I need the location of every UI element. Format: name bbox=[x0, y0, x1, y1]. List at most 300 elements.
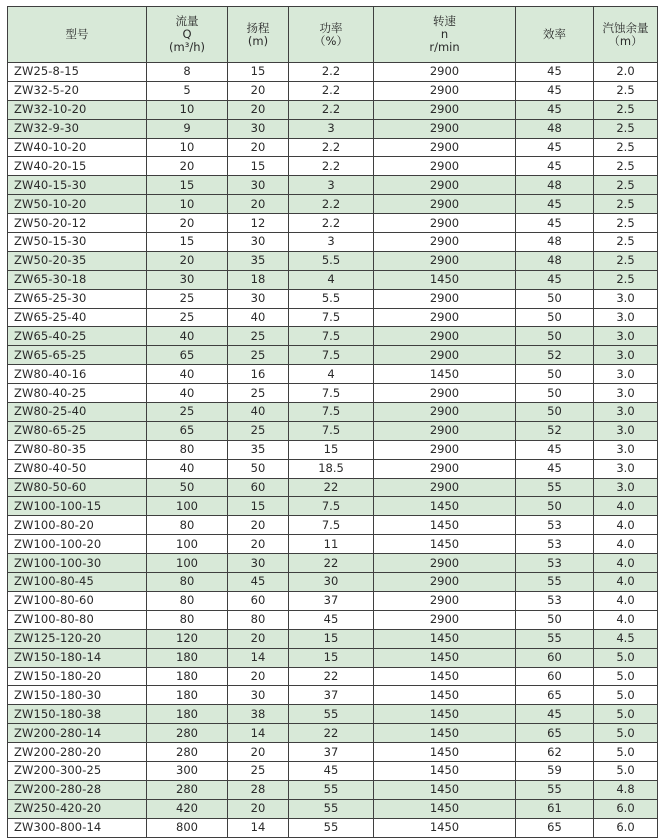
table-row bbox=[8, 705, 658, 724]
cell-npsh: 3.0 bbox=[594, 327, 658, 346]
cell-model: ZW80-25-40 bbox=[8, 403, 147, 422]
cell-npsh: 2.0 bbox=[594, 63, 658, 82]
cell-npsh: 3.0 bbox=[594, 308, 658, 327]
cell-speed: 2900 bbox=[374, 554, 516, 573]
cell-flow: 180 bbox=[147, 648, 228, 667]
cell-power: 7.5 bbox=[289, 308, 374, 327]
cell-efficiency: 60 bbox=[516, 648, 594, 667]
header-flow-line1: 流量 bbox=[175, 14, 199, 28]
header-flow-line2: Q bbox=[182, 27, 192, 41]
cell-npsh: 2.5 bbox=[594, 81, 658, 100]
cell-speed: 2900 bbox=[374, 346, 516, 365]
cell-efficiency: 55 bbox=[516, 573, 594, 592]
header-npsh-line1: 汽蚀余量 bbox=[602, 20, 649, 35]
cell-power: 37 bbox=[289, 591, 374, 610]
cell-speed: 1450 bbox=[374, 535, 516, 554]
cell-power: 18.5 bbox=[289, 459, 374, 478]
cell-npsh: 4.0 bbox=[594, 591, 658, 610]
cell-flow: 80 bbox=[147, 610, 228, 629]
cell-flow: 180 bbox=[147, 686, 228, 705]
cell-speed: 1450 bbox=[374, 743, 516, 762]
cell-efficiency: 45 bbox=[516, 459, 594, 478]
cell-npsh: 5.0 bbox=[594, 743, 658, 762]
cell-flow: 40 bbox=[147, 327, 228, 346]
cell-flow: 280 bbox=[147, 724, 228, 743]
cell-flow: 10 bbox=[147, 195, 228, 214]
cell-power: 55 bbox=[289, 780, 374, 799]
cell-speed: 1450 bbox=[374, 705, 516, 724]
cell-flow: 8 bbox=[147, 63, 228, 82]
cell-efficiency: 65 bbox=[516, 686, 594, 705]
header-speed bbox=[374, 7, 516, 63]
cell-efficiency: 45 bbox=[516, 705, 594, 724]
cell-speed: 1450 bbox=[374, 799, 516, 818]
cell-power: 22 bbox=[289, 667, 374, 686]
cell-model: ZW80-80-35 bbox=[8, 440, 147, 459]
cell-speed: 1450 bbox=[374, 365, 516, 384]
cell-efficiency: 55 bbox=[516, 629, 594, 648]
cell-efficiency: 45 bbox=[516, 157, 594, 176]
cell-model: ZW32-9-30 bbox=[8, 119, 147, 138]
cell-model: ZW200-300-25 bbox=[8, 761, 147, 780]
cell-model: ZW50-15-30 bbox=[8, 233, 147, 252]
cell-npsh: 4.8 bbox=[594, 780, 658, 799]
cell-npsh: 5.0 bbox=[594, 667, 658, 686]
cell-flow: 300 bbox=[147, 761, 228, 780]
cell-power: 2.2 bbox=[289, 63, 374, 82]
cell-model: ZW100-80-60 bbox=[8, 591, 147, 610]
header-npsh bbox=[594, 7, 658, 63]
cell-npsh: 4.0 bbox=[594, 516, 658, 535]
cell-power: 11 bbox=[289, 535, 374, 554]
cell-head: 40 bbox=[228, 308, 289, 327]
table-row bbox=[8, 384, 658, 403]
cell-head: 50 bbox=[228, 459, 289, 478]
header-model bbox=[8, 7, 147, 63]
cell-flow: 180 bbox=[147, 705, 228, 724]
cell-flow: 20 bbox=[147, 157, 228, 176]
pump-spec-table bbox=[7, 6, 658, 838]
table-row bbox=[8, 724, 658, 743]
table-row bbox=[8, 195, 658, 214]
header-power-line1: 功率 bbox=[319, 20, 343, 35]
cell-npsh: 3.0 bbox=[594, 421, 658, 440]
cell-model: ZW40-10-20 bbox=[8, 138, 147, 157]
cell-speed: 1450 bbox=[374, 270, 516, 289]
table-row bbox=[8, 365, 658, 384]
cell-head: 20 bbox=[228, 138, 289, 157]
cell-power: 22 bbox=[289, 554, 374, 573]
table-row bbox=[8, 743, 658, 762]
table-row bbox=[8, 818, 658, 837]
cell-head: 20 bbox=[228, 535, 289, 554]
cell-efficiency: 50 bbox=[516, 327, 594, 346]
cell-speed: 2900 bbox=[374, 384, 516, 403]
table-row bbox=[8, 573, 658, 592]
cell-speed: 2900 bbox=[374, 573, 516, 592]
cell-model: ZW250-420-20 bbox=[8, 799, 147, 818]
cell-flow: 800 bbox=[147, 818, 228, 837]
cell-head: 14 bbox=[228, 648, 289, 667]
cell-model: ZW200-280-20 bbox=[8, 743, 147, 762]
cell-model: ZW150-180-20 bbox=[8, 667, 147, 686]
cell-flow: 25 bbox=[147, 403, 228, 422]
header-speed-line3: r/min bbox=[429, 40, 460, 54]
table-row bbox=[8, 497, 658, 516]
cell-head: 35 bbox=[228, 251, 289, 270]
cell-power: 55 bbox=[289, 799, 374, 818]
cell-head: 80 bbox=[228, 610, 289, 629]
table-row bbox=[8, 459, 658, 478]
table-row bbox=[8, 610, 658, 629]
cell-flow: 10 bbox=[147, 138, 228, 157]
table-row bbox=[8, 648, 658, 667]
table-row bbox=[8, 346, 658, 365]
cell-npsh: 2.5 bbox=[594, 176, 658, 195]
cell-speed: 2900 bbox=[374, 100, 516, 119]
cell-npsh: 4.5 bbox=[594, 629, 658, 648]
cell-efficiency: 61 bbox=[516, 799, 594, 818]
cell-model: ZW65-25-30 bbox=[8, 289, 147, 308]
cell-flow: 25 bbox=[147, 308, 228, 327]
cell-head: 20 bbox=[228, 799, 289, 818]
cell-head: 60 bbox=[228, 478, 289, 497]
cell-efficiency: 45 bbox=[516, 63, 594, 82]
table-row bbox=[8, 799, 658, 818]
cell-power: 7.5 bbox=[289, 346, 374, 365]
cell-efficiency: 55 bbox=[516, 478, 594, 497]
header-speed-line2: n bbox=[440, 27, 449, 41]
cell-model: ZW300-800-14 bbox=[8, 818, 147, 837]
cell-efficiency: 50 bbox=[516, 308, 594, 327]
cell-efficiency: 50 bbox=[516, 289, 594, 308]
cell-speed: 2900 bbox=[374, 138, 516, 157]
cell-power: 7.5 bbox=[289, 384, 374, 403]
cell-efficiency: 52 bbox=[516, 421, 594, 440]
header-head-line1: 扬程 bbox=[246, 20, 270, 35]
cell-head: 20 bbox=[228, 743, 289, 762]
cell-model: ZW50-10-20 bbox=[8, 195, 147, 214]
cell-head: 25 bbox=[228, 384, 289, 403]
cell-flow: 280 bbox=[147, 780, 228, 799]
cell-npsh: 4.0 bbox=[594, 535, 658, 554]
cell-efficiency: 53 bbox=[516, 591, 594, 610]
cell-flow: 40 bbox=[147, 365, 228, 384]
table-body bbox=[8, 63, 658, 838]
cell-efficiency: 55 bbox=[516, 780, 594, 799]
header-efficiency-line1: 效率 bbox=[543, 27, 566, 41]
table-row bbox=[8, 327, 658, 346]
header-efficiency bbox=[516, 7, 594, 63]
table-header bbox=[8, 7, 658, 63]
cell-model: ZW50-20-12 bbox=[8, 214, 147, 233]
cell-flow: 25 bbox=[147, 289, 228, 308]
cell-head: 38 bbox=[228, 705, 289, 724]
cell-flow: 20 bbox=[147, 214, 228, 233]
cell-flow: 100 bbox=[147, 554, 228, 573]
cell-power: 2.2 bbox=[289, 138, 374, 157]
table-row bbox=[8, 100, 658, 119]
cell-model: ZW100-100-20 bbox=[8, 535, 147, 554]
table-row bbox=[8, 554, 658, 573]
header-power bbox=[289, 7, 374, 63]
cell-efficiency: 53 bbox=[516, 554, 594, 573]
cell-speed: 1450 bbox=[374, 629, 516, 648]
cell-efficiency: 45 bbox=[516, 138, 594, 157]
cell-flow: 100 bbox=[147, 535, 228, 554]
cell-power: 7.5 bbox=[289, 497, 374, 516]
cell-efficiency: 50 bbox=[516, 403, 594, 422]
cell-head: 20 bbox=[228, 100, 289, 119]
cell-efficiency: 48 bbox=[516, 251, 594, 270]
cell-speed: 2900 bbox=[374, 327, 516, 346]
cell-model: ZW100-100-30 bbox=[8, 554, 147, 573]
cell-flow: 420 bbox=[147, 799, 228, 818]
cell-speed: 2900 bbox=[374, 403, 516, 422]
cell-speed: 1450 bbox=[374, 780, 516, 799]
cell-head: 16 bbox=[228, 365, 289, 384]
cell-npsh: 4.0 bbox=[594, 573, 658, 592]
cell-model: ZW80-40-25 bbox=[8, 384, 147, 403]
cell-flow: 280 bbox=[147, 743, 228, 762]
pump-spec-table-wrapper bbox=[7, 6, 657, 838]
table-row bbox=[8, 157, 658, 176]
cell-efficiency: 50 bbox=[516, 497, 594, 516]
header-npsh-line2: （m） bbox=[608, 33, 643, 48]
table-row bbox=[8, 440, 658, 459]
cell-head: 30 bbox=[228, 119, 289, 138]
cell-speed: 2900 bbox=[374, 459, 516, 478]
table-row bbox=[8, 667, 658, 686]
cell-flow: 20 bbox=[147, 251, 228, 270]
cell-power: 2.2 bbox=[289, 214, 374, 233]
cell-npsh: 5.0 bbox=[594, 705, 658, 724]
cell-model: ZW25-8-15 bbox=[8, 63, 147, 82]
cell-npsh: 3.0 bbox=[594, 365, 658, 384]
cell-efficiency: 50 bbox=[516, 384, 594, 403]
cell-power: 37 bbox=[289, 743, 374, 762]
cell-flow: 120 bbox=[147, 629, 228, 648]
cell-power: 22 bbox=[289, 478, 374, 497]
cell-flow: 180 bbox=[147, 667, 228, 686]
cell-speed: 2900 bbox=[374, 308, 516, 327]
table-row bbox=[8, 421, 658, 440]
cell-flow: 65 bbox=[147, 346, 228, 365]
cell-flow: 80 bbox=[147, 516, 228, 535]
cell-npsh: 2.5 bbox=[594, 119, 658, 138]
cell-head: 15 bbox=[228, 157, 289, 176]
cell-model: ZW100-80-80 bbox=[8, 610, 147, 629]
cell-speed: 2900 bbox=[374, 440, 516, 459]
cell-head: 15 bbox=[228, 497, 289, 516]
cell-speed: 1450 bbox=[374, 497, 516, 516]
cell-head: 25 bbox=[228, 761, 289, 780]
cell-speed: 1450 bbox=[374, 686, 516, 705]
cell-power: 55 bbox=[289, 705, 374, 724]
cell-speed: 2900 bbox=[374, 251, 516, 270]
cell-head: 14 bbox=[228, 818, 289, 837]
cell-speed: 2900 bbox=[374, 63, 516, 82]
cell-flow: 100 bbox=[147, 497, 228, 516]
cell-head: 12 bbox=[228, 214, 289, 233]
cell-speed: 2900 bbox=[374, 478, 516, 497]
cell-power: 5.5 bbox=[289, 251, 374, 270]
cell-head: 30 bbox=[228, 233, 289, 252]
header-head-line2: (m) bbox=[247, 33, 269, 48]
cell-model: ZW40-20-15 bbox=[8, 157, 147, 176]
cell-flow: 15 bbox=[147, 233, 228, 252]
header-flow bbox=[147, 7, 228, 63]
header-flow-line3: (m³/h) bbox=[169, 40, 205, 54]
cell-power: 2.2 bbox=[289, 195, 374, 214]
cell-npsh: 4.0 bbox=[594, 610, 658, 629]
cell-head: 20 bbox=[228, 81, 289, 100]
cell-efficiency: 62 bbox=[516, 743, 594, 762]
cell-power: 15 bbox=[289, 440, 374, 459]
cell-head: 25 bbox=[228, 346, 289, 365]
header-row bbox=[8, 7, 658, 63]
cell-flow: 65 bbox=[147, 421, 228, 440]
cell-model: ZW200-280-28 bbox=[8, 780, 147, 799]
cell-head: 20 bbox=[228, 667, 289, 686]
cell-efficiency: 45 bbox=[516, 81, 594, 100]
cell-model: ZW100-80-20 bbox=[8, 516, 147, 535]
cell-model: ZW80-40-50 bbox=[8, 459, 147, 478]
cell-power: 3 bbox=[289, 176, 374, 195]
cell-model: ZW32-5-20 bbox=[8, 81, 147, 100]
cell-head: 18 bbox=[228, 270, 289, 289]
cell-flow: 30 bbox=[147, 270, 228, 289]
cell-power: 37 bbox=[289, 686, 374, 705]
cell-speed: 1450 bbox=[374, 516, 516, 535]
cell-power: 15 bbox=[289, 629, 374, 648]
table-row bbox=[8, 535, 658, 554]
cell-npsh: 2.5 bbox=[594, 100, 658, 119]
cell-efficiency: 45 bbox=[516, 195, 594, 214]
table-row bbox=[8, 780, 658, 799]
cell-efficiency: 48 bbox=[516, 233, 594, 252]
cell-flow: 80 bbox=[147, 591, 228, 610]
cell-speed: 2900 bbox=[374, 610, 516, 629]
cell-speed: 2900 bbox=[374, 289, 516, 308]
cell-speed: 2900 bbox=[374, 591, 516, 610]
cell-power: 2.2 bbox=[289, 157, 374, 176]
cell-efficiency: 50 bbox=[516, 610, 594, 629]
cell-efficiency: 65 bbox=[516, 724, 594, 743]
cell-head: 25 bbox=[228, 421, 289, 440]
cell-npsh: 5.0 bbox=[594, 761, 658, 780]
cell-speed: 2900 bbox=[374, 421, 516, 440]
cell-npsh: 2.5 bbox=[594, 270, 658, 289]
cell-efficiency: 48 bbox=[516, 119, 594, 138]
cell-npsh: 3.0 bbox=[594, 384, 658, 403]
table-row bbox=[8, 629, 658, 648]
cell-power: 2.2 bbox=[289, 100, 374, 119]
table-row bbox=[8, 308, 658, 327]
cell-model: ZW80-50-60 bbox=[8, 478, 147, 497]
cell-power: 22 bbox=[289, 724, 374, 743]
cell-model: ZW100-80-45 bbox=[8, 573, 147, 592]
cell-npsh: 3.0 bbox=[594, 459, 658, 478]
cell-efficiency: 59 bbox=[516, 761, 594, 780]
cell-efficiency: 45 bbox=[516, 214, 594, 233]
cell-model: ZW100-100-15 bbox=[8, 497, 147, 516]
cell-flow: 15 bbox=[147, 176, 228, 195]
cell-head: 30 bbox=[228, 289, 289, 308]
cell-model: ZW150-180-30 bbox=[8, 686, 147, 705]
cell-head: 20 bbox=[228, 195, 289, 214]
table-row bbox=[8, 761, 658, 780]
cell-flow: 80 bbox=[147, 440, 228, 459]
table-row bbox=[8, 686, 658, 705]
cell-head: 28 bbox=[228, 780, 289, 799]
cell-npsh: 3.0 bbox=[594, 478, 658, 497]
cell-efficiency: 60 bbox=[516, 667, 594, 686]
table-row bbox=[8, 119, 658, 138]
cell-efficiency: 50 bbox=[516, 365, 594, 384]
cell-flow: 80 bbox=[147, 573, 228, 592]
cell-speed: 1450 bbox=[374, 761, 516, 780]
cell-npsh: 2.5 bbox=[594, 214, 658, 233]
cell-flow: 40 bbox=[147, 459, 228, 478]
cell-npsh: 6.0 bbox=[594, 818, 658, 837]
cell-power: 7.5 bbox=[289, 327, 374, 346]
cell-npsh: 2.5 bbox=[594, 233, 658, 252]
cell-model: ZW200-280-14 bbox=[8, 724, 147, 743]
cell-power: 7.5 bbox=[289, 421, 374, 440]
cell-model: ZW65-40-25 bbox=[8, 327, 147, 346]
cell-head: 30 bbox=[228, 176, 289, 195]
cell-npsh: 5.0 bbox=[594, 686, 658, 705]
cell-npsh: 3.0 bbox=[594, 440, 658, 459]
cell-head: 20 bbox=[228, 516, 289, 535]
cell-speed: 1450 bbox=[374, 724, 516, 743]
cell-head: 45 bbox=[228, 573, 289, 592]
header-model-line1: 型号 bbox=[65, 27, 89, 41]
cell-efficiency: 52 bbox=[516, 346, 594, 365]
table-row bbox=[8, 516, 658, 535]
cell-power: 4 bbox=[289, 365, 374, 384]
cell-speed: 1450 bbox=[374, 667, 516, 686]
cell-head: 25 bbox=[228, 327, 289, 346]
header-head bbox=[228, 7, 289, 63]
cell-speed: 2900 bbox=[374, 176, 516, 195]
table-row bbox=[8, 81, 658, 100]
cell-speed: 1450 bbox=[374, 648, 516, 667]
cell-head: 30 bbox=[228, 554, 289, 573]
cell-head: 60 bbox=[228, 591, 289, 610]
header-power-line2: （%） bbox=[314, 33, 348, 48]
cell-power: 3 bbox=[289, 233, 374, 252]
cell-npsh: 3.0 bbox=[594, 346, 658, 365]
cell-npsh: 6.0 bbox=[594, 799, 658, 818]
cell-power: 15 bbox=[289, 648, 374, 667]
cell-power: 7.5 bbox=[289, 403, 374, 422]
cell-efficiency: 48 bbox=[516, 176, 594, 195]
cell-power: 2.2 bbox=[289, 81, 374, 100]
cell-efficiency: 45 bbox=[516, 440, 594, 459]
cell-npsh: 3.0 bbox=[594, 289, 658, 308]
cell-head: 20 bbox=[228, 629, 289, 648]
cell-head: 40 bbox=[228, 403, 289, 422]
table-row bbox=[8, 591, 658, 610]
cell-speed: 1450 bbox=[374, 818, 516, 837]
table-row bbox=[8, 214, 658, 233]
cell-model: ZW65-65-25 bbox=[8, 346, 147, 365]
table-row bbox=[8, 251, 658, 270]
cell-speed: 2900 bbox=[374, 157, 516, 176]
cell-efficiency: 65 bbox=[516, 818, 594, 837]
